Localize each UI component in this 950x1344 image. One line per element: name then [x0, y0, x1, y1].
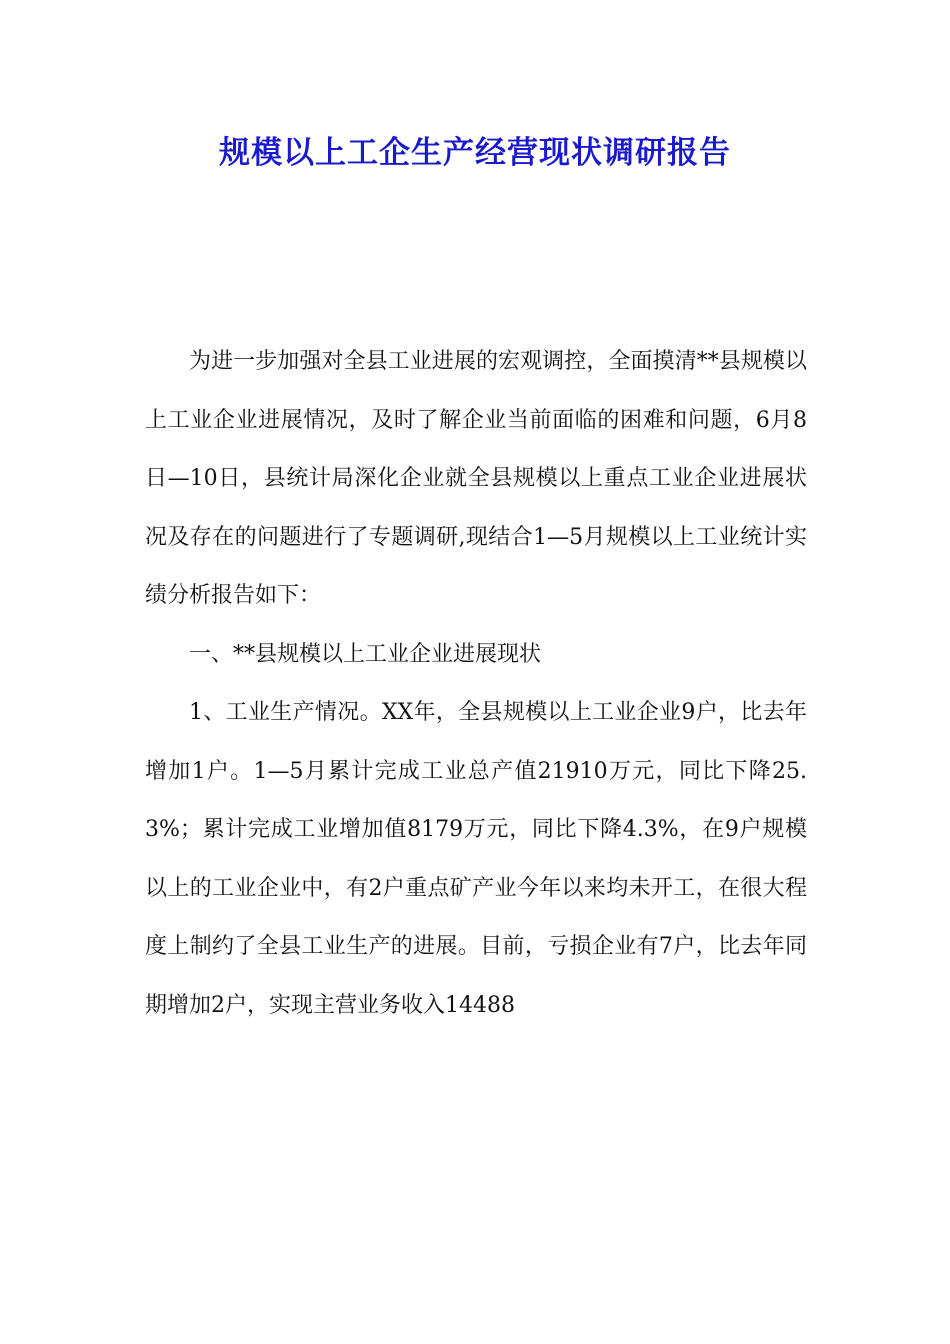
document-body [145, 333, 807, 1035]
paragraph-industrial-production: 1、工业生产情况。XX年，全县规模以上工业企业9户，比去年增加1户。1—5月累计完成工业总产值21910万元，同比下降25.3%；累计完成工业增加值8179万元，同比下降4.3%，在9户规模以上的工业企业中，有2户重点矿产业今年以来均未开工，在很大程度上制约了全县工业生产的进展。目前，亏损企业有7户，比去年同期增加2户，实现主营业务收入14488 [145, 700, 807, 1018]
document-title: 规模以上工企生产经营现状调研报告 [219, 135, 731, 171]
paragraph-intro: 为进一步加强对全县工业进展的宏观调控，全面摸清**县规模以上工业企业进展情况，及时了解企业当前面临的困难和问题，6月8日—10日，县统计局深化企业就全县规模以上重点工业企业进展状况及存在的问题进行了专题调研,现结合1—5月规模以上工业统计实绩分析报告如下： [145, 349, 807, 608]
section-heading-1: 一、**县规模以上工业企业进展现状 [189, 641, 542, 667]
